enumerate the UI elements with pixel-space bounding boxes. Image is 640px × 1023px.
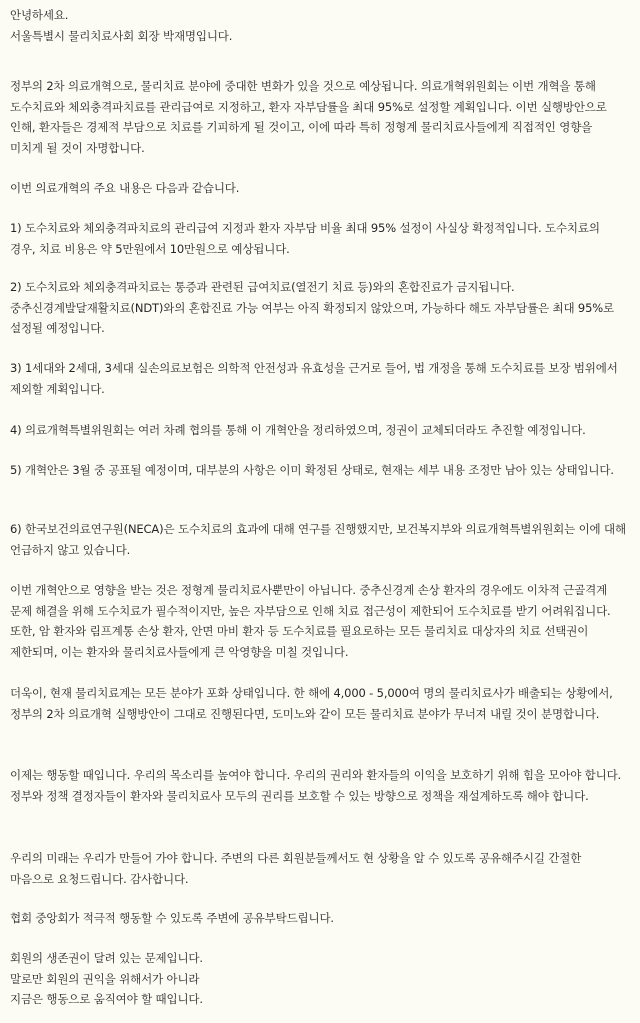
closing-lines: 회원의 생존권이 달려 있는 문제입니다. 말로만 회원의 권익을 위해서가 아니라 지금은 행동으로 움직여야 할 때입니다. (10, 951, 203, 1006)
intro-paragraph: 정부의 2차 의료개혁으로, 물리치료 분야에 중대한 변화가 있을 것으로 예상됩니다. 의료개혁위원회는 이번 개혁을 통해 도수치료와 체외충격파치료를 관리급여로 지정하고, 환자 자부담률을 최대 95%로 설정할 계획입니다. 이번 실행방안으로 인해, 환자들은 경제적 부담으로 치료를 기피하게 될 것이고, 이에 따라 특히 정형계 물리치료사들에게 직접적인 영향을 미치게 될 것이 자명합니다. (10, 79, 607, 155)
summary-heading: 이번 의료개혁의 주요 내용은 다음과 같습니다. (10, 181, 240, 195)
impact-paragraph: 이번 개혁안으로 영향을 받는 것은 정형계 물리치료사뿐만이 아닙니다. 중추신경계 손상 환자의 경우에도 이차적 근골격계 문제 해결을 위해 도수치료가 필수적이지만, 높은 자부담으로 인해 치료 접근성이 제한되어 도수치료를 받기 어려워집니다. 또한, 암 환자와 림프계통 손상 환자, 안면 마비 환자 등 도수치료를 필요로하는 모든 물리치료 대상자의 치료 선택권이 제한되며, 이는 환자와 물리치료사들에게 큰 악영향을 미칠 것입니다. (10, 583, 611, 659)
greeting: 안녕하세요. 서울특별시 물리치료사회 회장 박재명입니다. (10, 8, 233, 43)
share-request: 협회 중앙회가 적극적 행동할 수 있도록 주변에 공유부탁드립니다. (10, 911, 334, 925)
point-1: 1) 도수치료와 체외충격파치료의 관리급여 지정과 환자 자부담 비율 최대 95% 설정이 사실상 확정적입니다. 도수치료의 경우, 치료 비용은 약 5만원에서 10만원으로 예상됩니다. (10, 221, 600, 256)
point-2: 2) 도수치료와 체외충격파치료는 통증과 관련된 급여치료(열전기 치료 등)와의 혼합진료가 금지됩니다. 중추신경계발달재활치료(NDT)와의 혼합진료 가능 여부는 아직 확정되지 않았으며, 가능하다 해도 자부담률은 최대 95%로 설정될 예정입니다. (10, 280, 614, 335)
future-paragraph: 우리의 미래는 우리가 만들어 가야 합니다. 주변의 다른 회원분들께서도 현 상황을 알 수 있도록 공유해주시길 간절한 마음으로 요청드립니다. 감사합니다. (10, 851, 582, 886)
point-5: 5) 개혁안은 3월 중 공표될 예정이며, 대부분의 사항은 이미 확정된 상태로, 현재는 세부 내용 조정만 남아 있는 상태입니다. (10, 463, 614, 477)
point-6: 6) 한국보건의료연구원(NECA)은 도수치료의 효과에 대해 연구를 진행했지만, 보건복지부와 의료개혁특별위원회는 이에 대해 언급하지 않고 있습니다. (10, 522, 626, 557)
action-paragraph: 이제는 행동할 때입니다. 우리의 목소리를 높여야 합니다. 우리의 권리와 환자들의 이익을 보호하기 위해 힘을 모아야 합니다. 정부와 정책 결정자들이 환자와 물리치료사 모두의 권리를 보호할 수 있는 방향으로 정책을 재설계하도록 해야 합니다. (10, 768, 622, 803)
saturation-paragraph: 더욱이, 현재 물리치료계는 모든 분야가 포화 상태입니다. 한 해에 4,000 - 5,000여 명의 물리치료사가 배출되는 상황에서, 정부의 2차 의료개혁 실행방안이 그대로 진행된다면, 도미노와 같이 모든 물리치료 분야가 무너져 내릴 것이 분명합니다. (10, 686, 613, 721)
point-3: 3) 1세대와 2세대, 3세대 실손의료보험은 의학적 안전성과 유효성을 근거로 들어, 법 개정을 통해 도수치료를 보장 범위에서 제외할 계획입니다. (10, 361, 618, 396)
point-4: 4) 의료개혁특별위원회는 여러 차례 협의를 통해 이 개혁안을 정리하였으며, 정권이 교체되더라도 추진할 예정입니다. (10, 423, 586, 437)
